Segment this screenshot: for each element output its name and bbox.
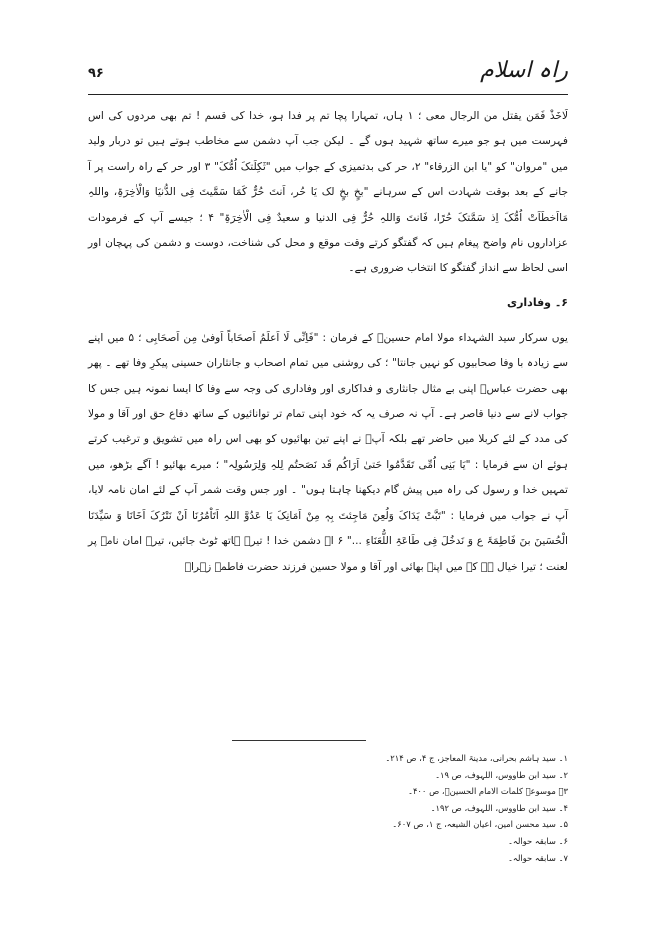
footnote-item: ۵۔ سید محسن امین، اعیان الشیعہ، ج ۱، ص ۶۰۷۔ [392,819,568,830]
footnote-item: ۷۔ سابقہ حوالہ۔ [508,852,568,863]
footnote-item: ۲۔ سید ابن طاووس، اللہوف، ص ۱۹۔ [435,769,568,780]
footnote-item: ۱۔ سید ہاشم بحرانی، مدینۃ المعاجز، ج ۴، ص ۲۱۴۔ [385,753,568,763]
footnote-divider [232,740,366,741]
header-divider [88,94,568,95]
section-heading: ۶۔ وفاداری [507,295,568,309]
paragraph: لَاخَذْ فَمَن یقتل من الرجال معی ؛ ۱ ہاں، تمہارا پچا تم پر فدا ہو، خدا کی قسم ! تم بھی مردوں کی اس فہرست میں ہو جو میرے ساتھ شہید ہوں گے ۔ لیکن جب آپ دشمن سے مخاطب ہوتے ہیں تو دربار ولید میں "مروان" کو "یا ابن الزرقاء" ۲، حر کی بدتمیزی کے جواب میں "ثَکِلَتکَ اُمُّکَ" ۳ اور حر کے راہ راست پر آ جانے کے بعد بوقت شہادت اس کے سرہانے "بخٍ بخٍ لک یَا حُر، اَنتَ حُرٌّ کَمَا سَمَّیتَ فِی الدُّنیَا وَالْاٰخِرَۃِ، واللہِ مَااَخطَاَتْ اُمُّکَ اِذ سَمَّتکَ حُرًا، فَانتَ وَاللہِ حُرٌّ فِی الدنیا و سعیدٌ فِی الْاٰخِرَۃِ" ۴ ؛ جیسے آپ کے فرمودات عزاداروں نام واضح پیغام ہیں کہ گفتگو کرتے وقت موقع و محل کی شناخت، دوست و دشمن کی پہچان اور اسی لحاظ سے انداز گفتگو کا انتخاب ضروری ہے۔ [88,110,569,275]
book-title: راہ اسلام [480,58,568,83]
footnotes-list [88,750,568,866]
footnote-item: ۳۔ موسوعۃ کلمات الامام الحسینؑ، ص ۴۰۰۔ [408,786,568,797]
footnote-item: ۴۔ سید ابن طاووس، اللہوف، ص ۱۹۲۔ [430,802,568,813]
main-text [88,104,568,580]
page-header [88,58,568,92]
footnote-item: ۶۔ سابقہ حوالہ۔ [508,835,568,846]
page-number: ۹۶ [88,66,104,81]
paragraph: یوں سرکار سید الشہداء مولا امام حسینؑ کے فرمان : "فَاِنِّی لَا اَعلَمُ اَصحَاباً اَوفیٰ مِن اَصحَابِی ؛ ۵ میں اپنے سے زیادہ با وفا صحابیوں کو نہیں جانتا" ؛ کی روشنی میں تمام اصحاب و جانثاران حسینی پیکرِ وفا تھے ۔ پھر بھی حضرت عباسؑ اپنی بے مثال جانثاری و فداکاری اور وفاداری کی وجہ سے وفا کا ایسا نمونہ ہیں جس کا جواب لانے سے دنیا قاصر ہے۔ آپ نہ صرف یہ کہ خود اپنی تمام تر توانائیوں کے ساتھ دفاع حق اور آقا و مولا کی مدد کے لئے کربلا میں حاضر تھے بلکہ آپؑ نے اپنے تین بھائیوں کو بھی اس راہ میں تشویق و ترغیب کرتے ہوئے ان سے فرمایا : "یَا بَنِی اُمِّی تَقَدَّمُوا حَتیٰ اَرَاکُم قَد نَصَحتُم لِلہِ وَلِرَسُولِہ" ؛ میرے بھائیو ! آگے بڑھو، میں تمہیں خدا و رسول کی راہ میں پیش گام دیکھنا چاہتا ہوں" ۔ اور جس وقت شمر آپ کے لئے امان نامہ لایا، آپ نے جواب میں فرمایا : "تَبَّتْ یَدَاکَ وَلُعِنَ مَاجِئتَ بِہٖ مِنْ اَمَانِکَ یَا عَدُوَّ اللہِ اَتَاْمُرُنَا اَنْ نَتْرُکَ اَخَانَا وَ سَیِّدَنَا الْحُسَینَ بنَ فَاطِمَۃَ ع وَ نَدخُلَ فِی طَاعَۃِ اللُّعَنَاءِ ..." ۶ اے دشمن خدا ! تیرے ہاتھ ٹوٹ جائیں، تیرے امان نامہ پر لعنت ؛ تیرا خیال ہے کہ میں اپنے بھائی اور آقا و مولا حسین فرزند حضرت فاطمہ زہراؑ [88,331,569,573]
